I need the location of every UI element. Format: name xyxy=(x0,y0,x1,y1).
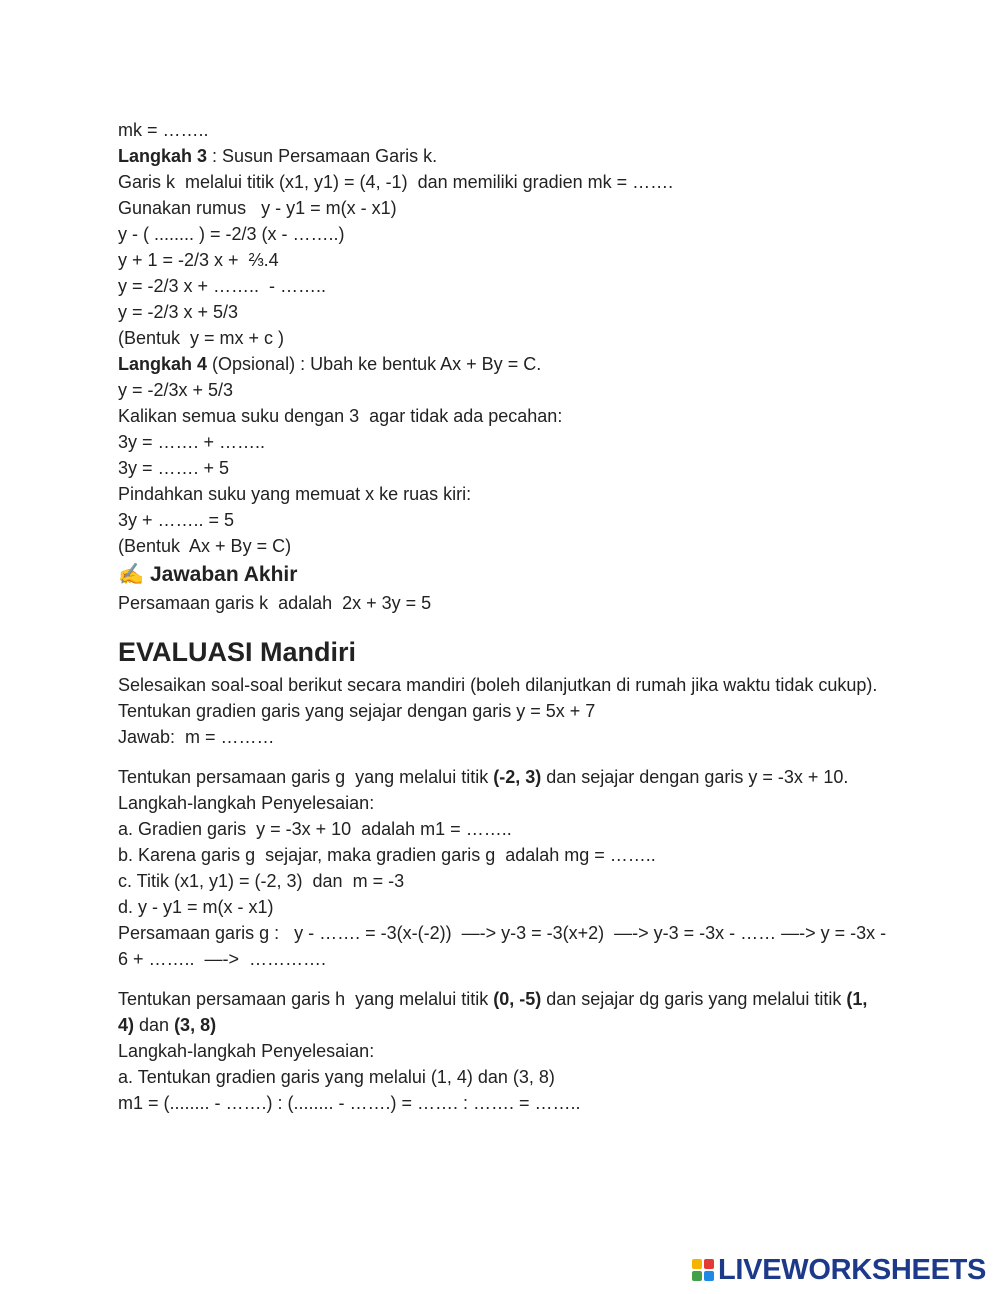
step4-label: Langkah 4 xyxy=(118,354,208,374)
logo-square xyxy=(692,1259,702,1269)
step4-line: 3y + …….. = 5 xyxy=(118,510,235,530)
step4-line: y = -2/3x + 5/3 xyxy=(118,380,234,400)
step3-line: y = -2/3 x + …….. - …….. xyxy=(118,276,327,296)
q2-step: c. Titik (x1, y1) = (-2, 3) dan m = -3 xyxy=(118,871,405,891)
q3-point-1: (0, -5) xyxy=(493,989,542,1009)
q1-answer: Jawab: m = ……… xyxy=(118,727,275,747)
step3-line: y + 1 = -2/3 x + ⅔.4 xyxy=(118,250,279,270)
step3-title-rest: : Susun Persamaan Garis k. xyxy=(207,146,438,166)
step4-title-rest: (Opsional) : Ubah ke bentuk Ax + By = C. xyxy=(207,354,542,374)
evaluation-intro: Selesaikan soal-soal berikut secara mandiri (boleh dilanjutkan di rumah jika waktu tidak cukup). xyxy=(118,675,878,695)
q3-question-c: dan xyxy=(134,1015,175,1035)
logo-square xyxy=(704,1259,714,1269)
liveworksheets-logo xyxy=(692,1252,986,1288)
logo-square xyxy=(692,1271,702,1281)
spacer xyxy=(118,972,888,986)
q2-question xyxy=(118,764,888,790)
q2-point: (-2, 3) xyxy=(493,767,542,787)
q3-point-3: (3, 8) xyxy=(174,1015,217,1035)
q2-question-b: dan sejajar dengan garis y = -3x + 10. xyxy=(541,767,849,787)
q2-step: d. y - y1 = m(x - x1) xyxy=(118,897,274,917)
q3-point-2: (1, 4) xyxy=(118,989,873,1035)
step4-title xyxy=(118,351,888,377)
step3-line: y - ( ........ ) = -2/3 (x - ……..) xyxy=(118,224,345,244)
step4-line: 3y = ……. + 5 xyxy=(118,458,230,478)
step4-line: Kalikan semua suku dengan 3 agar tidak ada pecahan: xyxy=(118,406,563,426)
q2-step: b. Karena garis g sejajar, maka gradien garis g adalah mg = …….. xyxy=(118,845,656,865)
final-answer-text: Persamaan garis k adalah 2x + 3y = 5 xyxy=(118,593,432,613)
step3-label: Langkah 3 xyxy=(118,146,208,166)
mk-line: mk = …….. xyxy=(118,120,209,140)
q3-question xyxy=(118,986,888,1038)
q3-step: a. Tentukan gradien garis yang melalui (1, 4) dan (3, 8) xyxy=(118,1067,555,1087)
q2-step: Persamaan garis g : y - ……. = -3(x-(-2)) —-> y-3 = -3(x+2) —-> y-3 = -3x - …… —-> y = -3x - 6 + …….. —-> …………. xyxy=(118,923,892,969)
step3-line: (Bentuk y = mx + c ) xyxy=(118,328,285,348)
step4-line: 3y = ……. + …….. xyxy=(118,432,266,452)
logo-grid-icon xyxy=(692,1259,714,1281)
q2-step: a. Gradien garis y = -3x + 10 adalah m1 = …….. xyxy=(118,819,512,839)
logo-square xyxy=(704,1271,714,1281)
step3-line: Gunakan rumus y - y1 = m(x - x1) xyxy=(118,198,397,218)
step4-line: Pindahkan suku yang memuat x ke ruas kiri: xyxy=(118,484,472,504)
step4-line: (Bentuk Ax + By = C) xyxy=(118,536,292,556)
worksheet-content xyxy=(118,117,892,1116)
step3-line: Garis k melalui titik (x1, y1) = (4, -1) dan memiliki gradien mk = ……. xyxy=(118,172,674,192)
q2-question-a: Tentukan persamaan garis g yang melalui titik xyxy=(118,767,494,787)
logo-text: LIVEWORKSHEETS xyxy=(718,1253,987,1286)
q3-question-b: dan sejajar dg garis yang melalui titik xyxy=(541,989,847,1009)
evaluation-heading: EVALUASI Mandiri xyxy=(118,637,357,667)
spacer xyxy=(118,750,888,764)
q2-steps-label: Langkah-langkah Penyelesaian: xyxy=(118,793,375,813)
q3-step: m1 = (........ - …….) : (........ - …….) = ……. : ……. = …….. xyxy=(118,1093,581,1113)
q3-steps-label: Langkah-langkah Penyelesaian: xyxy=(118,1041,375,1061)
step3-line: y = -2/3 x + 5/3 xyxy=(118,302,239,322)
q3-question-a: Tentukan persamaan garis h yang melalui titik xyxy=(118,989,494,1009)
q1-question: Tentukan gradien garis yang sejajar dengan garis y = 5x + 7 xyxy=(118,701,596,721)
step3-title xyxy=(118,143,888,169)
final-answer-heading: ✍️ Jawaban Akhir xyxy=(118,563,298,586)
